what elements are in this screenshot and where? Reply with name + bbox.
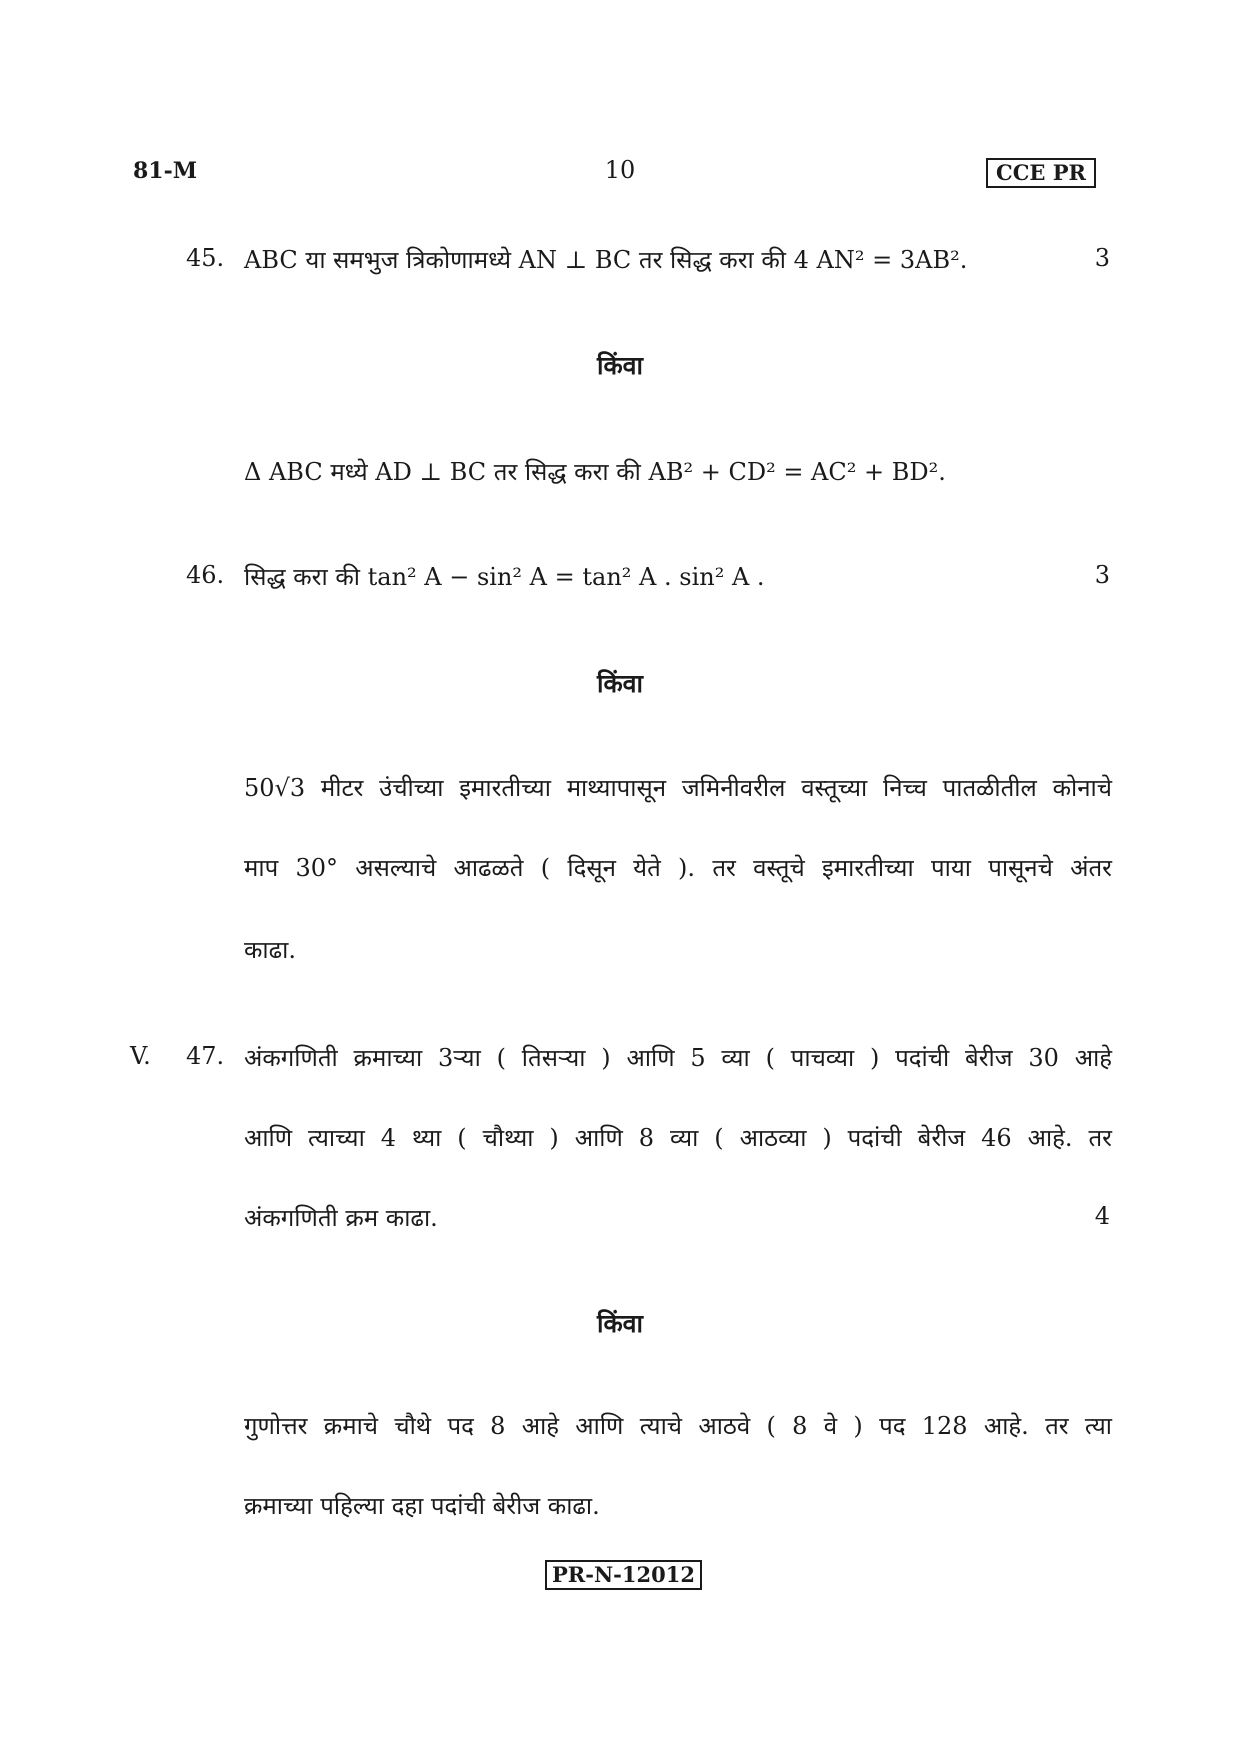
q46-alt-line-2: माप 30° असल्याचे आढळते ( दिसून येते ). तर वस्तूचे इमारतीच्या पाया पासूनचे अंतर <box>244 854 1112 882</box>
q45-text: ABC या समभुज त्रिकोणामध्ये AN ⊥ BC तर सिद्ध करा की 4 AN² = 3AB². <box>244 246 968 274</box>
footer-code-box: PR-N-12012 <box>545 1560 702 1590</box>
q47-alt-line-1: गुणोत्तर क्रमाचे चौथे पद 8 आहे आणि त्याचे आठवे ( 8 वे ) पद 128 आहे. तर त्या <box>244 1412 1112 1440</box>
q47-marks: 4 <box>1094 1202 1110 1230</box>
or-label-2: किंवा <box>596 669 644 698</box>
q46-marks: 3 <box>1094 561 1110 589</box>
q45-alt-text: Δ ABC मध्ये AD ⊥ BC तर सिद्ध करा की AB² + CD² = AC² + BD². <box>244 458 946 486</box>
q47-line-2: आणि त्याच्या 4 थ्या ( चौथ्या ) आणि 8 व्या ( आठव्या ) पदांची बेरीज 46 आहे. तर <box>244 1124 1112 1152</box>
q46-text: सिद्ध करा की tan² A − sin² A = tan² A . sin² A . <box>244 563 765 591</box>
q45-number: 45. <box>186 244 225 272</box>
page-number: 10 <box>604 156 636 184</box>
q47-line-1: अंकगणिती क्रमाच्या 3ऱ्या ( तिसऱ्या ) आणि 5 व्या ( पाचव्या ) पदांची बेरीज 30 आहे <box>244 1044 1112 1072</box>
or-label-3: किंवा <box>596 1309 644 1338</box>
series-box: CCE PR <box>986 158 1096 188</box>
q47-alt-line-2: क्रमाच्या पहिल्या दहा पदांची बेरीज काढा. <box>244 1492 600 1520</box>
q46-alt-line-3: काढा. <box>244 936 297 964</box>
q45-marks: 3 <box>1094 244 1110 272</box>
q46-alt-line-1: 50√3 मीटर उंचीच्या इमारतीच्या माथ्यापासून जमिनीवरील वस्तूच्या निच्च पातळीतील कोनाचे <box>244 774 1112 802</box>
q46-number: 46. <box>186 561 225 589</box>
paper-code: 81-M <box>133 158 198 184</box>
q47-number: 47. <box>186 1042 225 1070</box>
or-label-1: किंवा <box>596 351 644 380</box>
section-number: V. <box>130 1042 151 1070</box>
q47-line-3: अंकगणिती क्रम काढा. <box>244 1204 438 1232</box>
